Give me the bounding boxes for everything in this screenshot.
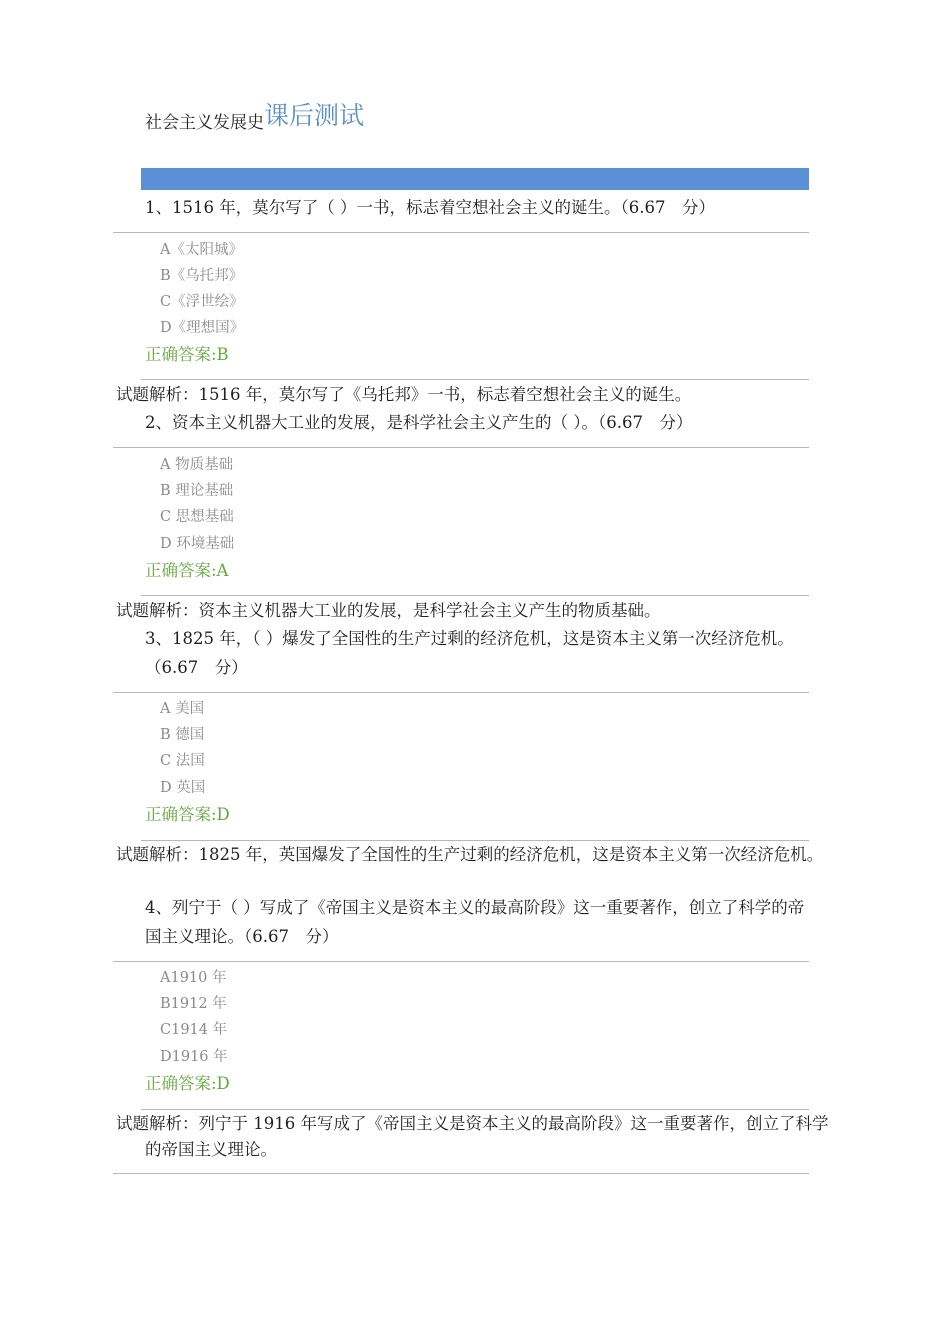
page-title — [145, 100, 364, 136]
correct-answer: 正确答案:B — [145, 345, 229, 364]
divider — [141, 1109, 809, 1110]
option-d[interactable]: D 英国 — [160, 780, 206, 796]
course-title: 社会主义发展史 — [145, 113, 264, 133]
explanation: 试题解析：1825 年，英国爆发了全国性的生产过剩的经济危机，这是资本主义第一次经济危机。 — [116, 845, 824, 864]
option-c[interactable]: C1914 年 — [160, 1022, 228, 1038]
divider — [141, 379, 809, 380]
divider — [113, 692, 809, 693]
option-a[interactable]: A 美国 — [160, 701, 205, 717]
option-c[interactable]: C 思想基础 — [160, 509, 234, 525]
option-b[interactable]: B1912 年 — [160, 996, 227, 1012]
option-c[interactable]: C 法国 — [160, 753, 205, 769]
divider — [113, 1173, 809, 1174]
divider — [113, 447, 809, 448]
option-c[interactable]: C《浮世绘》 — [160, 294, 244, 310]
option-b[interactable]: B《乌托邦》 — [160, 268, 244, 284]
explanation: 试题解析：列宁于 1916 年写成了《帝国主义是资本主义的最高阶段》这一重要著作，创立了科学的帝国主义理论。 — [116, 1114, 829, 1159]
correct-answer: 正确答案:A — [145, 561, 229, 580]
option-b[interactable]: B 理论基础 — [160, 483, 234, 499]
option-d[interactable]: D1916 年 — [160, 1049, 228, 1065]
option-a[interactable]: A1910 年 — [160, 970, 227, 986]
explanation: 试题解析：资本主义机器大工业的发展，是科学社会主义产生的物质基础。 — [116, 601, 661, 620]
divider — [113, 232, 809, 233]
divider — [113, 961, 809, 962]
question-1: 1、1516 年，莫尔写了（ ）一书，标志着空想社会主义的诞生。（6.67 分） — [145, 198, 715, 217]
explanation: 试题解析：1516 年，莫尔写了《乌托邦》一书，标志着空想社会主义的诞生。 — [116, 385, 692, 404]
correct-answer: 正确答案:D — [145, 1074, 230, 1093]
question-4: 4、列宁于（ ）写成了《帝国主义是资本主义的最高阶段》这一重要著作，创立了科学的帝国主义理论。（6.67 分） — [145, 898, 805, 946]
option-b[interactable]: B 德国 — [160, 727, 205, 743]
option-d[interactable]: D 环境基础 — [160, 536, 235, 552]
correct-answer: 正确答案:D — [145, 805, 230, 824]
divider — [141, 595, 809, 596]
option-a[interactable]: A《太阳城》 — [160, 242, 243, 258]
question-2: 2、资本主义机器大工业的发展，是科学社会主义产生的（ ）。（6.67 分） — [145, 413, 693, 432]
test-title: 课后测试 — [264, 101, 365, 130]
option-d[interactable]: D《理想国》 — [160, 320, 245, 336]
question-3: 3、1825 年，（ ）爆发了全国性的生产过剩的经济危机，这是资本主义第一次经济危机。（6.67 分） — [145, 629, 794, 677]
option-a[interactable]: A 物质基础 — [160, 457, 234, 473]
divider — [141, 840, 809, 841]
header-bar — [141, 168, 809, 190]
